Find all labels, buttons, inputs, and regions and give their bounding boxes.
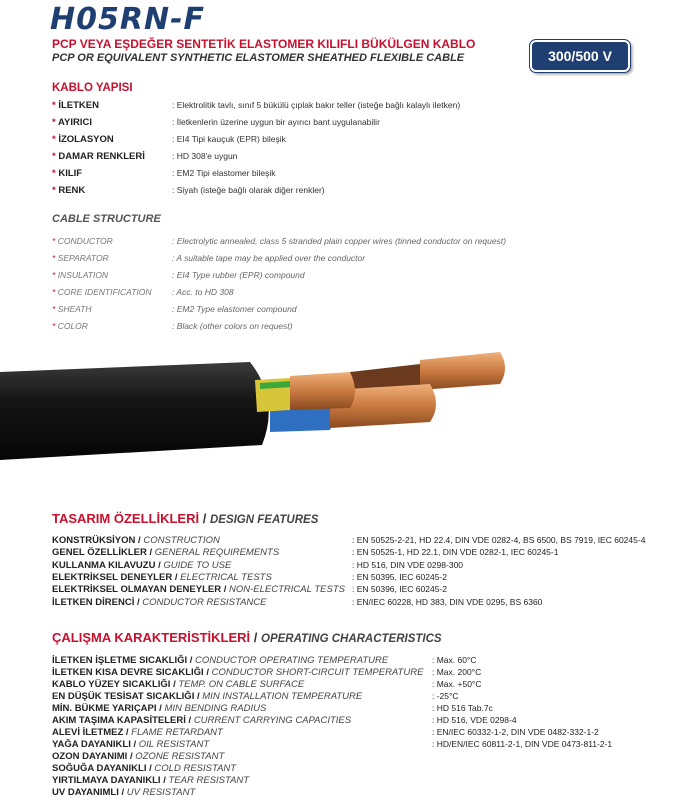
structure-key <box>52 134 114 145</box>
feature-value: : EN 50396, IEC 60245-2 <box>352 584 447 595</box>
bullet-star: * <box>52 134 56 145</box>
structure-row <box>52 168 672 182</box>
bullet-star: * <box>52 185 56 196</box>
structure-value: : A suitable tape may be applied over the conductor <box>172 253 366 263</box>
bullet-star: * <box>52 117 56 128</box>
structure-row <box>52 117 672 131</box>
feature-key <box>52 572 272 583</box>
structure-key <box>52 253 109 263</box>
feature-key-tr: ELEKTRİKSEL OLMAYAN DENEYLER <box>52 584 222 596</box>
structure-value: : İletkenlerin üzerine uygun bir ayırıcı bant uygulanabilir <box>172 117 380 127</box>
feature-value: : HD 516, VDE 0298-4 <box>432 715 517 725</box>
structure-key-label: KILIF <box>58 168 83 179</box>
feature-value: : Max. 60°C <box>432 655 477 665</box>
structure-key <box>52 270 108 280</box>
structure-row <box>52 253 672 267</box>
feature-key-en: OIL RESISTANT <box>138 739 210 750</box>
feature-key-tr: KABLO YÜZEY SICAKLIĞI <box>52 679 171 690</box>
bullet-star: * <box>52 287 56 297</box>
feature-key-tr: YAĞA DAYANIKLI <box>52 739 131 750</box>
structure-row <box>52 236 672 250</box>
bullet-star: * <box>52 236 56 246</box>
operating-heading-slash: / <box>253 630 258 645</box>
bullet-star: * <box>52 270 56 280</box>
structure-key-label: COLOR <box>57 321 88 331</box>
structure-key-label: CONDUCTOR <box>57 236 113 246</box>
feature-key <box>52 655 388 666</box>
structure-key-label: INSULATION <box>57 270 109 280</box>
structure-key-label: AYIRICI <box>58 117 92 128</box>
feature-key-en: NON-ELECTRICAL TESTS <box>229 584 345 596</box>
feature-row <box>52 547 672 559</box>
feature-row <box>52 572 672 584</box>
bullet-star: * <box>52 168 56 179</box>
feature-value: : EN 50395, IEC 60245-2 <box>352 571 447 582</box>
feature-row <box>52 703 672 715</box>
structure-value: : HD 308'e uygun <box>172 151 238 161</box>
structure-key-label: RENK <box>58 185 86 196</box>
feature-key <box>52 667 423 678</box>
feature-row <box>52 679 672 691</box>
feature-key-slash: / <box>136 596 140 608</box>
feature-row <box>52 787 672 799</box>
feature-key-en: CONSTRUCTION <box>143 535 220 546</box>
feature-key-slash: / <box>149 547 153 559</box>
feature-row <box>52 597 672 609</box>
feature-key-tr: AKIM TAŞIMA KAPASİTELERİ <box>52 715 186 726</box>
feature-key-tr: KONSTRÜKSİYON <box>52 535 136 546</box>
bullet-star: * <box>52 151 56 162</box>
bullet-star: * <box>52 100 56 111</box>
feature-key-slash: / <box>206 667 209 678</box>
feature-key <box>52 691 362 702</box>
voltage-badge: 300/500 V <box>530 40 630 72</box>
feature-row <box>52 775 672 787</box>
feature-key-slash: / <box>133 739 137 750</box>
structure-value: : Siyah (isteğe bağlı olarak diğer renkler) <box>172 185 325 195</box>
bullet-star: * <box>52 321 56 331</box>
structure-value: : Elektrolitik tavlı, sınıf 5 bükülü çıplak bakır teller (isteğe bağlı kalaylı iletken) <box>172 100 461 110</box>
feature-row <box>52 667 672 679</box>
structure-row <box>52 100 672 114</box>
feature-row <box>52 655 672 667</box>
feature-key-slash: / <box>129 751 133 762</box>
feature-key <box>52 739 209 750</box>
feature-key-tr: KULLANMA KILAVUZU <box>52 559 156 571</box>
structure-key <box>52 117 92 128</box>
feature-row <box>52 739 672 751</box>
feature-value: : Max. 200°C <box>432 667 482 677</box>
feature-key-slash: / <box>158 559 161 571</box>
design-heading <box>52 511 318 526</box>
feature-value: : EN/IEC 60332-1-2, DIN VDE 0482-332-1-2 <box>432 727 599 737</box>
structure-row <box>52 287 672 301</box>
feature-row <box>52 763 672 775</box>
structure-key-label: DAMAR RENKLERİ <box>58 151 145 162</box>
feature-row <box>52 715 672 727</box>
feature-key-tr: MİN. BÜKME YARIÇAPI <box>52 703 157 714</box>
structure-key-label: İLETKEN <box>58 100 99 111</box>
feature-key-tr: UV DAYANIMLI <box>52 787 119 798</box>
feature-key <box>52 703 266 714</box>
design-heading-en: DESIGN FEATURES <box>209 514 319 526</box>
structure-key <box>52 168 82 179</box>
feature-key-tr: ELEKTRİKSEL DENEYLER <box>52 571 173 583</box>
feature-key-en: ELECTRICAL TESTS <box>180 571 272 583</box>
feature-row <box>52 584 672 596</box>
structure-key <box>52 236 113 246</box>
design-heading-slash: / <box>202 511 207 526</box>
feature-key-en: FLAME RETARDANT <box>131 727 223 738</box>
feature-key <box>52 787 195 798</box>
feature-value: : EN/IEC 60228, HD 383, DIN VDE 0295, BS 6360 <box>352 596 543 607</box>
feature-key-tr: GENEL ÖZELLİKLER <box>52 547 147 559</box>
feature-key <box>52 775 249 786</box>
feature-value: : Max. +50°C <box>432 679 482 689</box>
feature-key-en: CONDUCTOR RESISTANCE <box>142 596 267 608</box>
structure-value: : EM2 Type elastomer compound <box>172 304 297 314</box>
bullet-star: * <box>52 253 56 263</box>
structure-key <box>52 100 99 111</box>
feature-key-slash: / <box>189 655 193 666</box>
cable-image <box>0 350 520 460</box>
structure-key-label: SHEATH <box>57 304 92 314</box>
feature-key-tr: OZON DAYANIMI <box>52 751 128 762</box>
structure-key <box>52 321 88 331</box>
feature-key-slash: / <box>121 787 125 798</box>
feature-key-en: TEAR RESISTANT <box>168 775 250 786</box>
feature-key <box>52 535 220 546</box>
structure-value: : Electrolytic annealed, class 5 stranded plain copper wires (tinned conductor on request) <box>172 236 507 246</box>
subtitle-en: PCP OR EQUIVALENT SYNTHETIC ELASTOMER SHEATHED FLEXIBLE CABLE <box>52 52 465 64</box>
feature-key <box>52 763 236 774</box>
structure-row <box>52 185 672 199</box>
structure-key-label: SEPARATOR <box>57 253 109 263</box>
feature-key-en: CONDUCTOR OPERATING TEMPERATURE <box>195 655 389 666</box>
feature-key <box>52 547 279 558</box>
feature-key-en: COLD RESISTANT <box>154 763 237 774</box>
structure-value: : EI4 Tipi kauçuk (EPR) bileşik <box>172 134 286 144</box>
structure-row <box>52 321 672 335</box>
structure-row <box>52 304 672 318</box>
feature-row <box>52 691 672 703</box>
feature-value: : EN 50525-2-21, HD 22.4, DIN VDE 0282-4, BS 6500, BS 7919, IEC 60245-4 <box>352 535 646 545</box>
feature-key-slash: / <box>174 571 178 583</box>
feature-value: : EN 50525-1, HD 22.1, DIN VDE 0282-1, IEC 60245-1 <box>352 547 559 558</box>
feature-value: : -25°C <box>432 691 459 701</box>
structure-key-label: CORE IDENTIFICATION <box>57 287 152 297</box>
feature-key-slash: / <box>196 691 200 702</box>
feature-row <box>52 727 672 739</box>
feature-key-tr: SOĞUĞA DAYANIKLI <box>52 763 147 774</box>
structure-key <box>52 151 145 162</box>
feature-row <box>52 535 672 547</box>
structure-row <box>52 134 672 148</box>
feature-key <box>52 597 266 608</box>
feature-key-slash: / <box>138 535 141 546</box>
feature-key-slash: / <box>223 584 227 596</box>
feature-key <box>52 560 231 571</box>
structure-heading-en: CABLE STRUCTURE <box>52 213 161 225</box>
feature-key-en: MIN INSTALLATION TEMPERATURE <box>202 691 363 702</box>
operating-heading-tr: ÇALIŞMA KARAKTERİSTİKLERİ <box>52 630 251 645</box>
structure-value: : EI4 Type rubber (EPR) compound <box>172 270 305 280</box>
structure-key <box>52 304 92 314</box>
feature-key-slash: / <box>125 727 129 738</box>
structure-key <box>52 185 85 196</box>
structure-value: : EM2 Tipi elastomer bileşik <box>172 168 276 178</box>
feature-key-en: MIN BENDING RADIUS <box>164 703 267 714</box>
feature-key <box>52 679 304 690</box>
structure-row <box>52 270 672 284</box>
feature-key <box>52 584 345 595</box>
feature-key-slash: / <box>163 775 166 786</box>
feature-value: : HD 516 Tab.7c <box>432 703 493 713</box>
feature-row <box>52 560 672 572</box>
feature-key-slash: / <box>149 763 152 774</box>
structure-heading-tr: KABLO YAPISI <box>52 82 133 94</box>
feature-key-slash: / <box>188 715 192 726</box>
feature-key-tr: YIRTILMAYA DAYANIKLI <box>52 775 161 786</box>
feature-key-tr: ALEVİ İLETMEZ <box>52 727 124 738</box>
subtitle-tr: PCP VEYA EŞDEĞER SENTETİK ELASTOMER KILIFLI BÜKÜLGEN KABLO <box>52 37 476 51</box>
feature-key-tr: İLETKEN DİRENCİ <box>52 596 135 608</box>
feature-key <box>52 727 223 738</box>
feature-key-en: TEMP. ON CABLE SURFACE <box>178 679 305 690</box>
feature-key-slash: / <box>159 703 162 714</box>
feature-value: : HD 516, DIN VDE 0298-300 <box>352 559 464 570</box>
feature-key-en: CURRENT CARRYING CAPACITIES <box>193 715 352 726</box>
feature-row <box>52 751 672 763</box>
feature-key-tr: EN DÜŞÜK TESİSAT SICAKLIĞI <box>52 691 195 702</box>
feature-key-en: UV RESISTANT <box>126 787 196 798</box>
structure-key <box>52 287 152 297</box>
feature-key <box>52 715 351 726</box>
operating-heading-en: OPERATING CHARACTERISTICS <box>261 633 442 645</box>
feature-key-tr: İLETKEN İŞLETME SICAKLIĞI <box>52 655 188 666</box>
feature-key <box>52 751 224 762</box>
feature-key-slash: / <box>173 679 176 690</box>
feature-key-en: OZONE RESISTANT <box>135 751 225 762</box>
structure-value: : Acc. to HD 308 <box>172 287 234 297</box>
product-title: H05RN-F <box>50 2 206 37</box>
feature-key-en: CONDUCTOR SHORT-CIRCUIT TEMPERATURE <box>211 667 424 678</box>
structure-key-label: İZOLASYON <box>58 134 114 145</box>
feature-value: : HD/EN/IEC 60811-2-1, DIN VDE 0473-811-2-1 <box>432 739 613 749</box>
structure-row <box>52 151 672 165</box>
feature-key-en: GENERAL REQUIREMENTS <box>154 547 280 559</box>
structure-value: : Black (other colors on request) <box>172 321 293 331</box>
bullet-star: * <box>52 304 56 314</box>
operating-heading <box>52 630 442 645</box>
design-heading-tr: TASARIM ÖZELLİKLERİ <box>52 511 200 526</box>
feature-key-en: GUIDE TO USE <box>163 559 232 571</box>
feature-key-tr: İLETKEN KISA DEVRE SICAKLIĞI <box>52 667 204 678</box>
